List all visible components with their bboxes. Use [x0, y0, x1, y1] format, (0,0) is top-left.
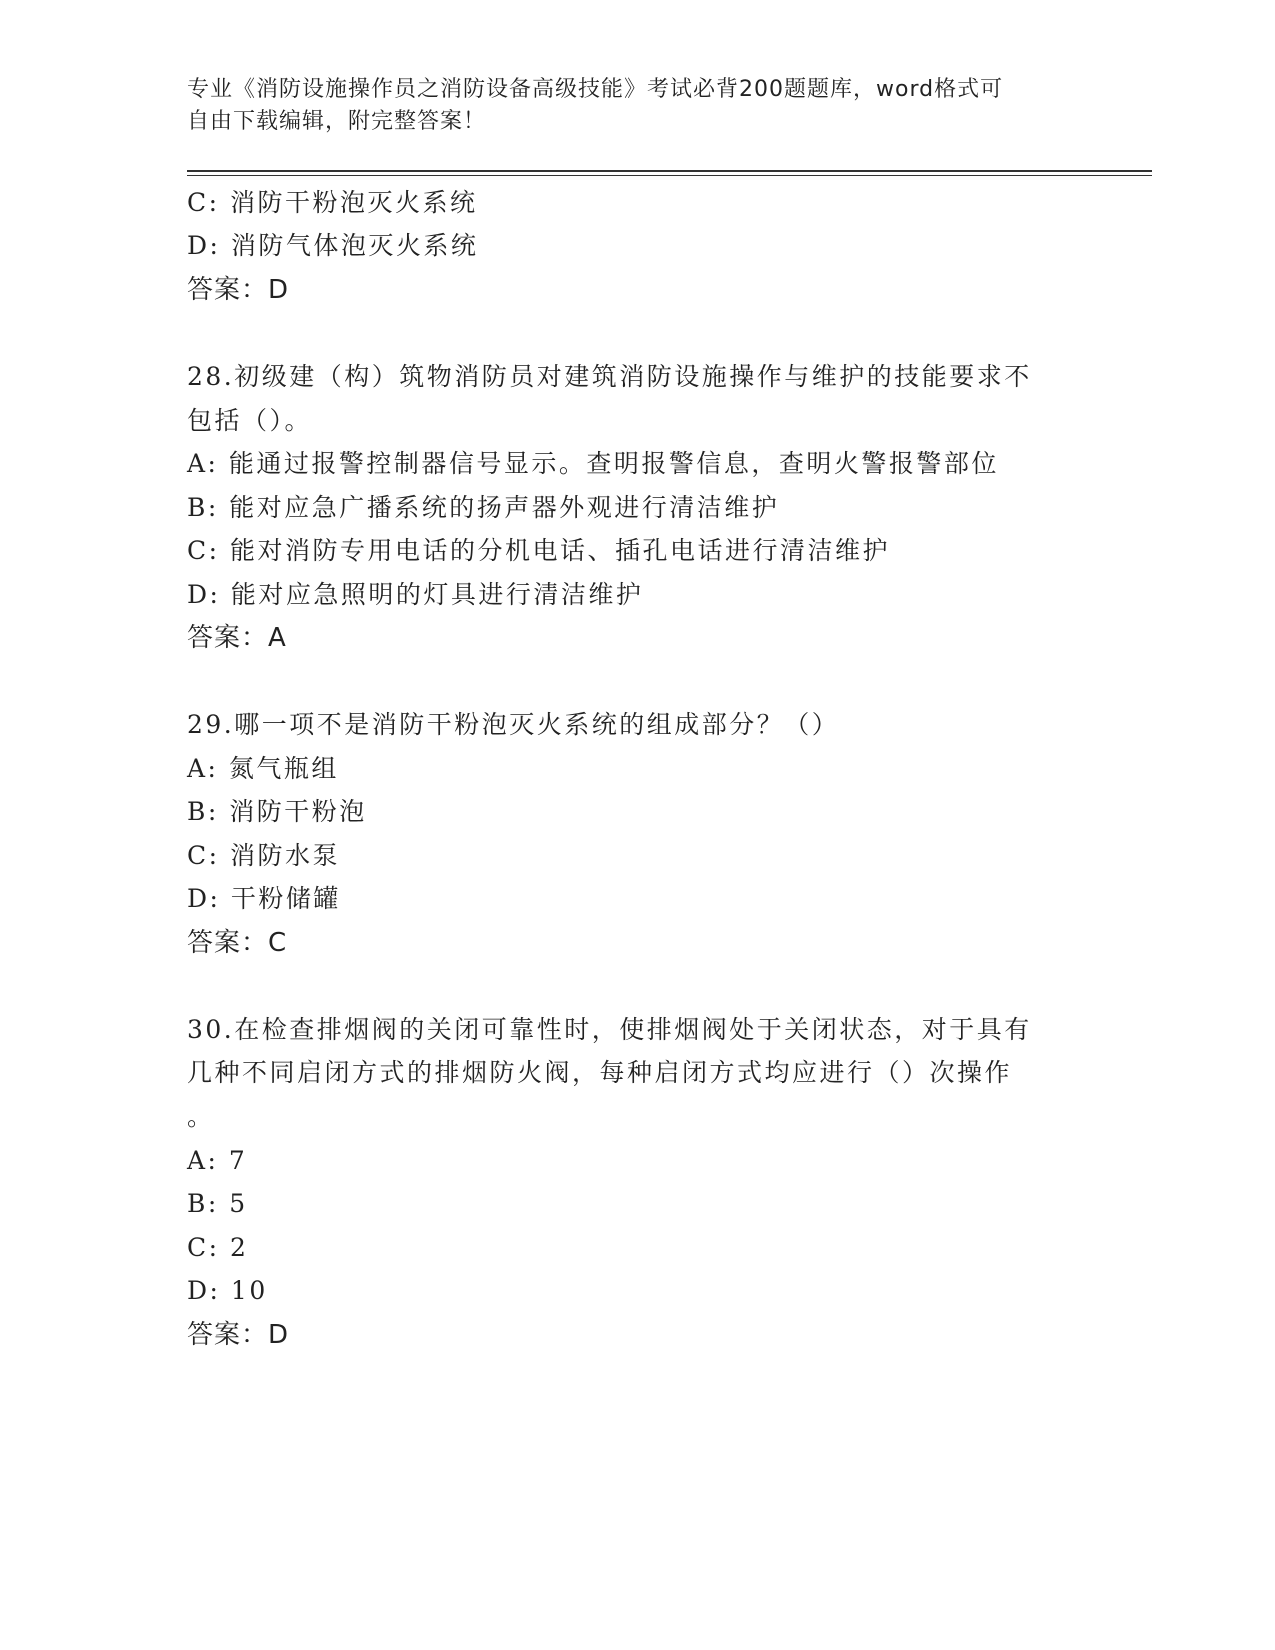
header-divider-thick — [187, 170, 1152, 172]
q30-option-c: C: 2 — [187, 1233, 249, 1262]
q29-option-c: C: 消防水泵 — [187, 841, 340, 870]
header-title-line-1: 专业《消防设施操作员之消防设备高级技能》考试必背200题题库，word格式可 — [187, 77, 1004, 102]
q30-option-b: B: 5 — [187, 1189, 248, 1218]
q29-option-b: B: 消防干粉泡 — [187, 797, 367, 826]
q28-stem-line-2: 包括（）。 — [187, 406, 313, 435]
document-header — [187, 74, 1067, 138]
q30-stem-line-2: 几种不同启闭方式的排烟防火阀，每种启闭方式均应进行（）次操作 — [187, 1058, 1013, 1087]
q28-answer: 答案：A — [187, 623, 287, 653]
q29-option-d: D: 干粉储罐 — [187, 884, 341, 913]
q28-option-d: D: 能对应急照明的灯具进行清洁维护 — [187, 580, 644, 609]
header-title-line-2: 自由下载编辑，附完整答案！ — [187, 109, 487, 134]
q30-stem-line-3: 。 — [187, 1102, 215, 1131]
q27-answer: 答案：D — [187, 275, 290, 305]
q30-option-a: A: 7 — [187, 1146, 248, 1175]
q28-option-b: B: 能对应急广播系统的扬声器外观进行清洁维护 — [187, 493, 780, 522]
q28-option-c: C: 能对消防专用电话的分机电话、插孔电话进行清洁维护 — [187, 536, 891, 565]
q28-option-a: A: 能通过报警控制器信号显示。查明报警信息，查明火警报警部位 — [187, 449, 999, 478]
q29-answer: 答案：C — [187, 928, 288, 958]
q30-answer: 答案：D — [187, 1320, 290, 1350]
q27-option-c: C: 消防干粉泡灭火系统 — [187, 188, 478, 217]
q28-stem-line-1: 28.初级建（构）筑物消防员对建筑消防设施操作与维护的技能要求不 — [187, 362, 1032, 391]
q27-option-d: D: 消防气体泡灭火系统 — [187, 231, 479, 260]
q29-stem-line-1: 29.哪一项不是消防干粉泡灭火系统的组成部分？（） — [187, 710, 840, 739]
q30-option-d: D: 10 — [187, 1276, 268, 1305]
q30-stem-line-1: 30.在检查排烟阀的关闭可靠性时，使排烟阀处于关闭状态，对于具有 — [187, 1015, 1032, 1044]
header-divider-thin — [187, 175, 1152, 176]
q29-option-a: A: 氮气瓶组 — [187, 754, 339, 783]
